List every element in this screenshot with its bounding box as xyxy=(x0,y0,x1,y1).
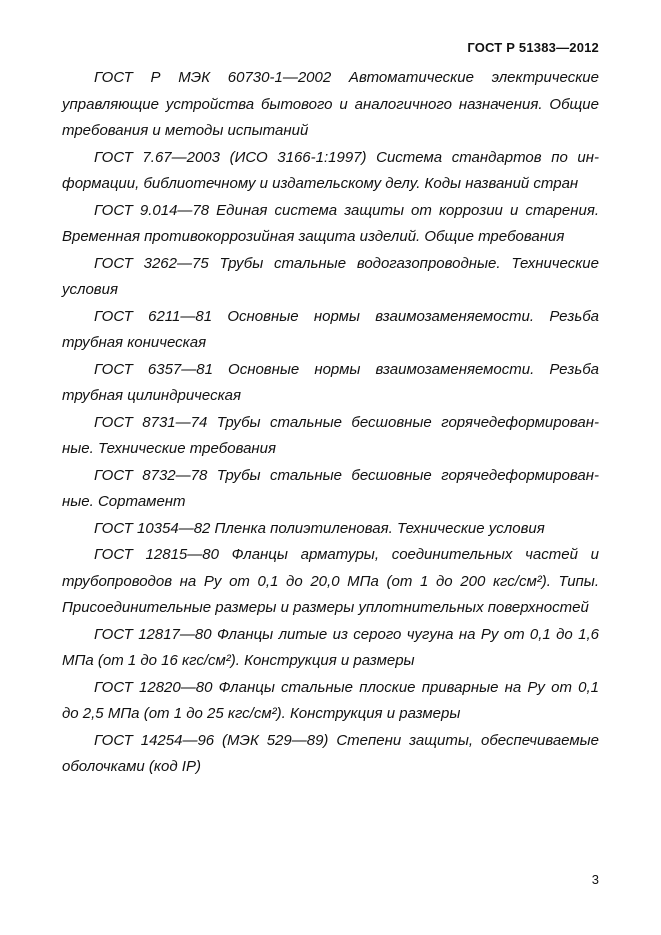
normative-references-list xyxy=(62,65,599,781)
reference-item: ГОСТ 6211—81 Основные нормы взаимозаменяемости. Резьба трубная коническая xyxy=(62,307,599,351)
reference-item: ГОСТ 6357—81 Основные нормы взаимозаменяемости. Резьба трубная цилиндрическая xyxy=(62,360,599,404)
reference-item: ГОСТ 3262—75 Трубы стальные водогазопроводные. Технические условия xyxy=(62,254,599,298)
page-number: 3 xyxy=(591,872,599,887)
reference-item: ГОСТ 14254—96 (МЭК 529—89) Степени защиты, обеспечиваемые оболочками (код IP) xyxy=(62,731,599,775)
reference-item: ГОСТ 8732—78 Трубы стальные бесшовные горячедеформированные. Сортамент xyxy=(62,466,599,510)
reference-item: ГОСТ 12815—80 Фланцы арматуры, соединительных частей и трубопроводов на Ру от 0,1 до 20,0 МПа (от 1 до 200 кгс/см²). Типы. Присоединительные размеры и размеры уплотнительных поверхностей xyxy=(62,546,599,616)
reference-item: ГОСТ 9.014—78 Единая система защиты от коррозии и старения. Временная противокоррозийная защита изделий. Общие требования xyxy=(62,201,599,245)
reference-item: ГОСТ 7.67—2003 (ИСО 3166-1:1997) Система стандартов по информации, библиотечному и издательскому делу. Коды названий стран xyxy=(62,148,599,192)
reference-item: ГОСТ 10354—82 Пленка полиэтиленовая. Технические условия xyxy=(94,519,545,537)
reference-item: ГОСТ 12817—80 Фланцы литые из серого чугуна на Ру от 0,1 до 1,6 МПа (от 1 до 16 кгс/см²). Конструкция и размеры xyxy=(62,625,599,669)
reference-item: ГОСТ 12820—80 Фланцы стальные плоские приварные на Ру от 0,1 до 2,5 МПа (от 1 до 25 кгс/см²). Конструкция и размеры xyxy=(62,678,599,722)
reference-item: ГОСТ 8731—74 Трубы стальные бесшовные горячедеформированные. Технические требования xyxy=(62,413,599,457)
document-header: ГОСТ Р 51383—2012 xyxy=(467,40,599,55)
reference-item: ГОСТ Р МЭК 60730-1—2002 Автоматические электрические управляющие устройства бытового и аналогичного назначения. Общие требования и методы испытаний xyxy=(62,69,599,139)
